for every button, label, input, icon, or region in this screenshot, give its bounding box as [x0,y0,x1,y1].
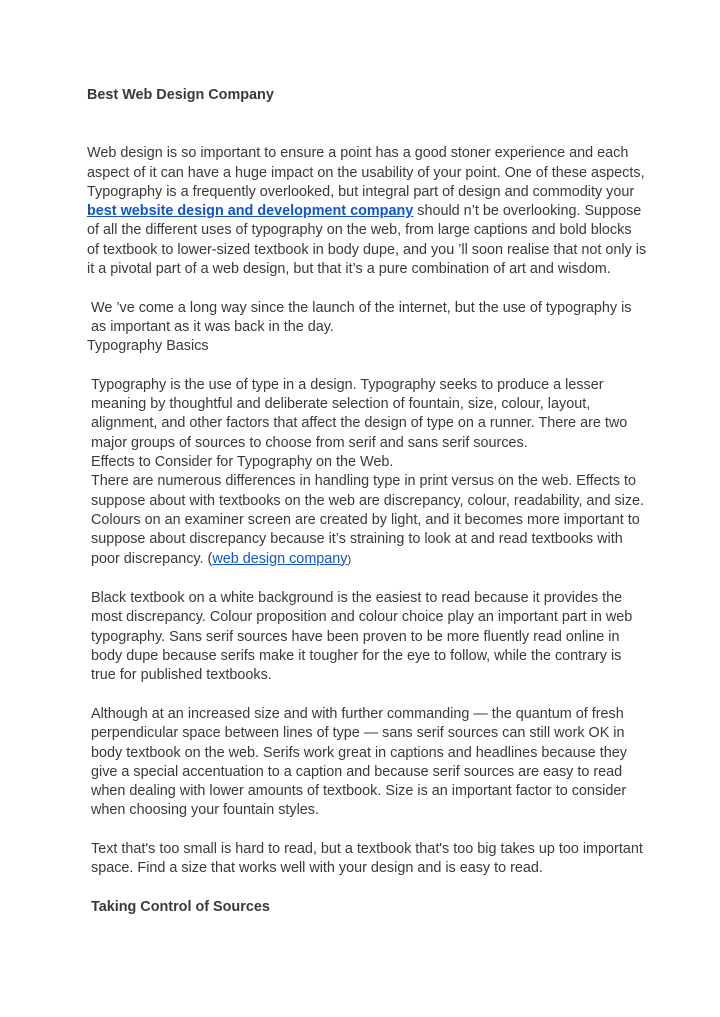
web-design-company-link[interactable]: web design company [212,550,348,567]
document-body [87,86,647,917]
paragraph-contrast: Black textbook on a white background is the easiest to read because it provides the most discrepancy. Colour proposition and colour choice play an important part in web typography. Sans serif sources have been proven to be more fluently read online in body dupe because serifs make it tougher for the eye to follow, while the contrary is true for published textbooks. [91,590,633,684]
paragraph-history: We ’ve come a long way since the launch of the internet, but the use of typography is as important as it was back in the day. [91,299,632,335]
paragraph-size: Text that's too small is hard to read, but a textbook that's too big takes up too important space. Find a size that works well with your design and is easy to read. [91,840,643,877]
heading-effects: Effects to Consider for Typography on the Web. [91,454,394,471]
paragraph-effects-text: There are numerous differences in handling type in print versus on the web. Effects to suppose about with textbooks on the web are discrepancy, colour, readability, and size. Colours on an examiner screen are created by light, and it becomes more important to suppose about discrepancy because it’s straining to look at and read textbooks with poor discrepancy. ( [91,473,645,567]
document-title: Best Web Design Company [87,87,274,103]
paragraph-basics: Typography is the use of type in a design. Typography seeks to produce a lesser meaning by thoughtful and deliberate selection of fountain, size, colour, layout, alignment, and other factors that affect the design of type on a runner. There are two major groups of sources to choose from serif and sans serif sources. [91,376,628,451]
paragraph-effects [87,472,647,569]
best-website-design-link[interactable]: best website design and development company [87,203,414,220]
paragraph-intro [87,144,647,279]
closing-paren: ) [347,553,352,566]
paragraph-intro-text-end: should n’t be overlooking. Suppose of all the different uses of typography on the web, from large captions and bold blocks of textbook to lower-sized textbook in body dupe, and you ’ll soon realise that not only is it a pivotal part of a web design, but that it’s a pure combination of art and wisdom. [87,203,647,278]
paragraph-leading: Although at an increased size and with further commanding — the quantum of fresh perpendicular space between lines of type — sans serif sources can still work OK in body textbook on the web. Serifs work great in captions and headlines because they give a special accentuation to a caption and because serif sources are easy to read when dealing with lower amounts of textbook. Size is an important factor to consider when choosing your fountain styles. [91,705,627,819]
heading-typography-basics: Typography Basics [87,338,209,355]
paragraph-intro-text-start: Web design is so important to ensure a point has a good stoner experience and each aspect of it can have a huge impact on the usability of your point. One of these aspects, Typography is a frequently overlooked, but integral part of design and commodity your [87,145,645,200]
heading-taking-control: Taking Control of Sources [91,898,270,915]
